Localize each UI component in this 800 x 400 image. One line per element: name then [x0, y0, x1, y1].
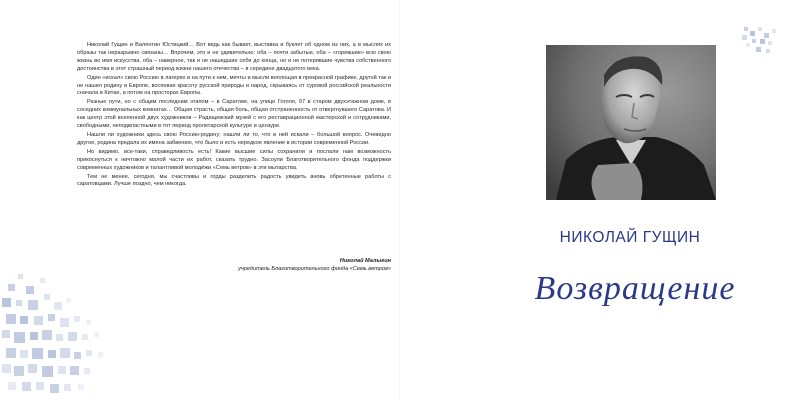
book-title: Возвращение: [534, 270, 736, 307]
right-page: [400, 0, 800, 400]
decorative-squares-right: [740, 25, 780, 65]
signature-block: [160, 257, 391, 273]
essay-paragraph: Николай Гущин и Валентин Юстицкий… Вот ведь как бывает, выставка и буклет об одном из них, а в мыслях их образы так неразрывно связаны… Впрочем, это и не удивительно: оба – почти забытые, оба – «горевшие» всю свою жизнь во имя искусства, оба – наверное, так и не нашедшие себя до конца, но и не потерявшие чувства собственного достоинства в этот страшный период жизни нашего отечества – в середине двадцатого века.: [77, 42, 391, 72]
essay-paragraph: Разные пути, но с общим последним этапом – в Саратове, на улице Гоголя, 97 в старом двухэтажном доме, в соседних коммунальных комнатах… Общая страсть, общая боль, общая отстраненность от отвергнувшего Саратова. И как центр этой вселенной двух художников – Радищевский музей с его реставрационной мастерской и сотрудниками, свободными, неподвластными в тот период пролетарской культуре и цензуре.: [77, 99, 391, 130]
essay-paragraph: Один «искал» свою Россию в лагерях и на пути к ним, мечты и мысли воплощая в прекрасной графике, другой так и не нашел родину в Европе, воспевая красоту русской природы и народ, скрываясь от суровой российской реальности сначала в Китае, а потом на просторах Европы.: [77, 74, 391, 97]
essay-paragraph: Тем не менее, сегодня, мы счастливы и горды разделить радость увидеть вновь обретенные работы с саратовцами. Лучше поздно, чем никогда.: [77, 173, 391, 188]
decorative-squares-left: [0, 270, 120, 400]
signature-role: учредитель Благотворительного фонда «Семь ветров»: [238, 266, 391, 272]
essay-text: [77, 42, 391, 190]
essay-paragraph: Нашли ли художники здесь свою Россию-родину; нашли ли то, что в ней искали – большой вопрос. Очевидно другое, родина предала их имена забвению, что было и есть нередкое явление в истории современной России.: [77, 131, 391, 146]
essay-paragraph: Но видимо, все-таки, справедливость есть! Какие высшие силы сохранили и послали нам возможность прикоснуться к ничтожно малой части их работ, сказать трудно. Засоули Благотворительного фонда поддержки современных художников и талантливой молодёжи «Семь ветров» в эти мытарства.: [77, 148, 391, 171]
signature-name: Николай Малыгин: [339, 258, 391, 264]
author-name: НИКОЛАЙ ГУЩИН: [559, 229, 701, 246]
author-portrait-photo: [546, 45, 716, 200]
